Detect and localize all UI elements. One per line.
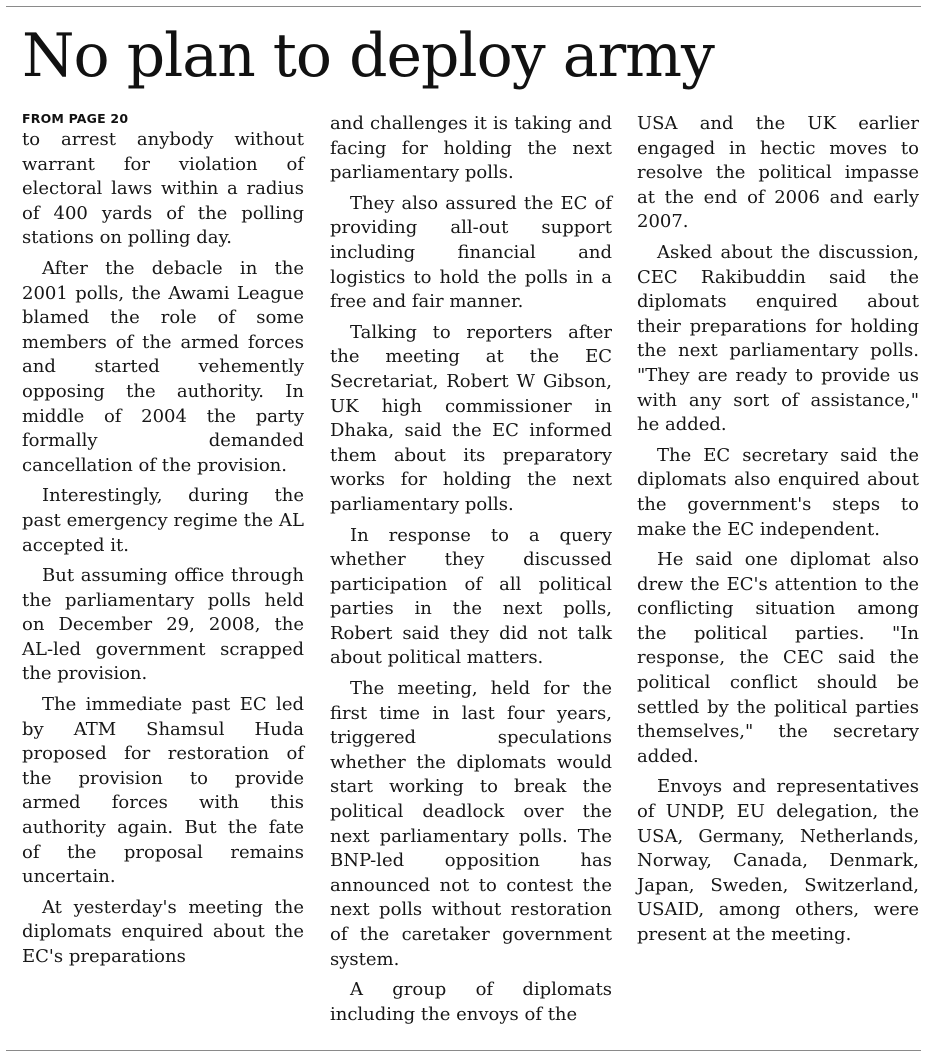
paragraph: He said one diplomat also drew the EC's attention to the conflicting situation among the political parties. "In response, the CEC said the political conflict should be settled by the political parties themselves," the secretary added. xyxy=(637,549,919,767)
column-1 xyxy=(22,112,304,976)
column-3 xyxy=(637,112,919,954)
paragraph: Asked about the discussion, CEC Rakibuddin said the diplomats enquired about their preparations for holding the next parliamentary polls. "They are ready to provide us with any sort of assistance," he added. xyxy=(637,241,919,436)
paragraph: USA and the UK earlier engaged in hectic moves to resolve the political impasse at the end of 2006 and early 2007. xyxy=(637,113,919,233)
paragraph: Talking to reporters after the meeting at the EC Secretariat, Robert W Gibson, UK high commissioner in Dhaka, said the EC informed them about its preparatory works for holding the next parliamentary polls. xyxy=(330,321,612,515)
paragraph: But assuming office through the parliamentary polls held on December 29, 2008, the AL-led government scrapped the provision. xyxy=(22,565,304,685)
paragraph: Envoys and representatives of UNDP, EU delegation, the USA, Germany, Netherlands, Norway, Canada, Denmark, Japan, Sweden, Switzerland, USAID, among others, were present at the meeting. xyxy=(637,776,919,945)
paragraph: The EC secretary said the diplomats also enquired about the government's steps to make the EC independent. xyxy=(637,444,919,540)
jump-line: FROM PAGE 20 xyxy=(22,111,129,126)
paragraph: The meeting, held for the first time in last four years, triggered speculations whether the diplomats would start working to break the political deadlock over the next parliamentary polls. The BNP-led opposition has announced not to contest the next polls without restoration of the caretaker government system. xyxy=(330,678,612,970)
paragraph: After the debacle in the 2001 polls, the Awami League blamed the role of some members of the armed forces and started vehemently opposing the authority. In middle of 2004 the party formally demanded cancellation of the provision. xyxy=(22,257,304,476)
paragraph: A group of diplomats including the envoys of the xyxy=(330,979,612,1025)
paragraph: and challenges it is taking and facing for holding the next parliamentary polls. xyxy=(330,113,612,184)
paragraph: They also assured the EC of providing all-out support including financial and logistics to hold the polls in a free and fair manner. xyxy=(330,192,612,313)
headline: No plan to deploy army xyxy=(22,21,714,91)
column-2 xyxy=(330,112,612,1033)
paragraph: to arrest anybody without warrant for violation of electoral laws within a radius of 400 yards of the polling stations on polling day. xyxy=(22,129,304,249)
paragraph: Interestingly, during the past emergency regime the AL accepted it. xyxy=(22,485,304,556)
paragraph: In response to a query whether they discussed participation of all political parties in the next polls, Robert said they did not talk about political matters. xyxy=(330,524,612,669)
paragraph: The immediate past EC led by ATM Shamsul Huda proposed for restoration of the provision to provide armed forces with this authority again. But the fate of the proposal remains uncertain. xyxy=(22,694,304,888)
paragraph: At yesterday's meeting the diplomats enquired about the EC's preparations xyxy=(22,896,304,967)
